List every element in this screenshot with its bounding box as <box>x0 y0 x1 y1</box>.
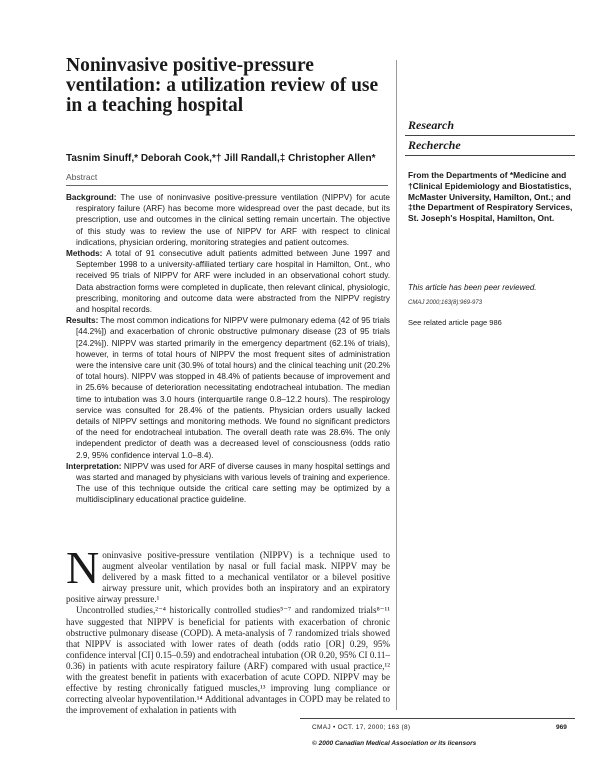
citation: CMAJ 2000;163(8):969-973 <box>408 300 483 306</box>
footer-journal: CMAJ • OCT. 17, 2000; 163 (8) <box>312 724 411 731</box>
affiliations: From the Departments of *Medicine and †Clinical Epidemiology and Biostatistics, McMaster University, Hamilton, Ont.; and ‡the Department of Respiratory Services, St. Joseph's Hospital, Hamilton, Ont. <box>408 170 573 224</box>
copyright: © 2000 Canadian Medical Association or its licensors <box>312 740 477 747</box>
page-number: 969 <box>556 724 567 731</box>
abstract-interpretation: Interpretation: NIPPV was used for ARF of diverse causes in many hospital settings and was started and managed by physicians with various levels of training and experience. The use of this technique outside the critical care setting may be optimized by a multidisciplinary educational practice guideline. <box>66 461 390 505</box>
related-article-link[interactable]: See related article page 986 <box>408 318 502 327</box>
section-divider <box>405 155 575 156</box>
body-paragraph: Noninvasive positive-pressure ventilation (NIPPV) is a technique used to augment alveolar ventilation by nasal or full facial mask. NIPPV may be delivered by a mask fitted to a mechanical ventilator or a bilevel positive airway pressure unit, which provides both an inspiratory and an expiratory positive airway pressure.¹ <box>66 542 390 605</box>
abstract-heading: Abstract <box>66 172 98 182</box>
abstract-methods: Methods: A total of 91 consecutive adult patients admitted between June 1997 and September 1998 to a university-affiliated tertiary care hospital in Hamilton, Ont., who received 95 trials of NIPPV for ARF were included in an observational cohort study. Data abstraction forms were completed in duplicate, then relevant clinical, physiologic, prescribing, monitoring and outcome data were abstracted from the NIPPV registry and hospital records. <box>66 249 390 315</box>
author-list: Tasnim Sinuff,* Deborah Cook,*† Jill Randall,‡ Christopher Allen* <box>66 153 376 164</box>
article-body <box>66 542 390 716</box>
abstract-background: Background: The use of noninvasive positive-pressure ventilation (NIPPV) for acute respiratory failure (ARF) has become more widespread over the past decade, but its prescription, use and outcomes in the clinical setting remain uncertain. The objective of this study was to review the use of NIPPV for ARF with respect to clinical indications, physician ordering, monitoring strategies and patient outcomes. <box>66 193 390 247</box>
drop-cap: N <box>66 542 100 593</box>
abstract <box>66 192 390 506</box>
body-paragraph: Uncontrolled studies,²⁻⁴ historically controlled studies⁵⁻⁷ and randomized trials⁸⁻¹¹ have suggested that NIPPV is beneficial for patients with exacerbation of chronic obstructive pulmonary disease (COPD). A meta-analysis of 7 randomized trials showed that NIPPV is associated with lower rates of death (odds ratio [OR] 0.29, 95% confidence interval [CI] 0.15–0.59) and endotracheal intubation (OR 0.20, 95% CI 0.11–0.36) in patients with acute respiratory failure (ARF) compared with usual practice,¹² with the greatest benefit in patients with exacerbation of acute COPD. NIPPV may be effective by resting chronically fatigued muscles,¹³ improving lung compliance or correcting alveolar hypoventilation.¹⁴ Additional advantages in COPD may be related to the improvement of exhalation in patients with <box>66 605 390 716</box>
abstract-results: Results: The most common indications for NIPPV were pulmonary edema (42 of 95 trials [44.2%]) and exacerbation of chronic obstructive pulmonary disease (23 of 95 trials [24.2%]). NIPPV was started primarily in the emergency department (62.1% of trials), however, in terms of total hours of NIPPV the most frequent sites of administration were the intensive care unit (30.9% of total hours) and the clinical teaching unit (20.2% of total hours). NIPPV was stopped in 48.4% of patients because of improvement and in 25.6% because of deterioration necessitating endotracheal intubation. The median time to intubation was 3.0 hours (interquartile range 0.8–12.2 hours). The respirology service was consulted for 28.4% of the patients. Physician orders usually lacked details of NIPPV settings and monitoring methods. We found no significant predictors of the need for endotracheal intubation. The overall death rate was 28.6%. The only independent predictor of death was a decreased level of consciousness (odds ratio 2.9, 95% confidence interval 1.0–8.4). <box>66 316 390 460</box>
section-label-recherche: Recherche <box>408 138 461 152</box>
column-divider <box>396 60 397 710</box>
section-label-research: Research <box>408 118 454 132</box>
article-title: Noninvasive positive-pressure ventilation: a utilization review of use in a teaching hospital <box>66 55 379 116</box>
abstract-divider <box>66 185 388 186</box>
section-divider <box>405 135 575 136</box>
peer-review-note: This article has been peer reviewed. <box>408 283 537 292</box>
footer-divider <box>300 718 575 719</box>
